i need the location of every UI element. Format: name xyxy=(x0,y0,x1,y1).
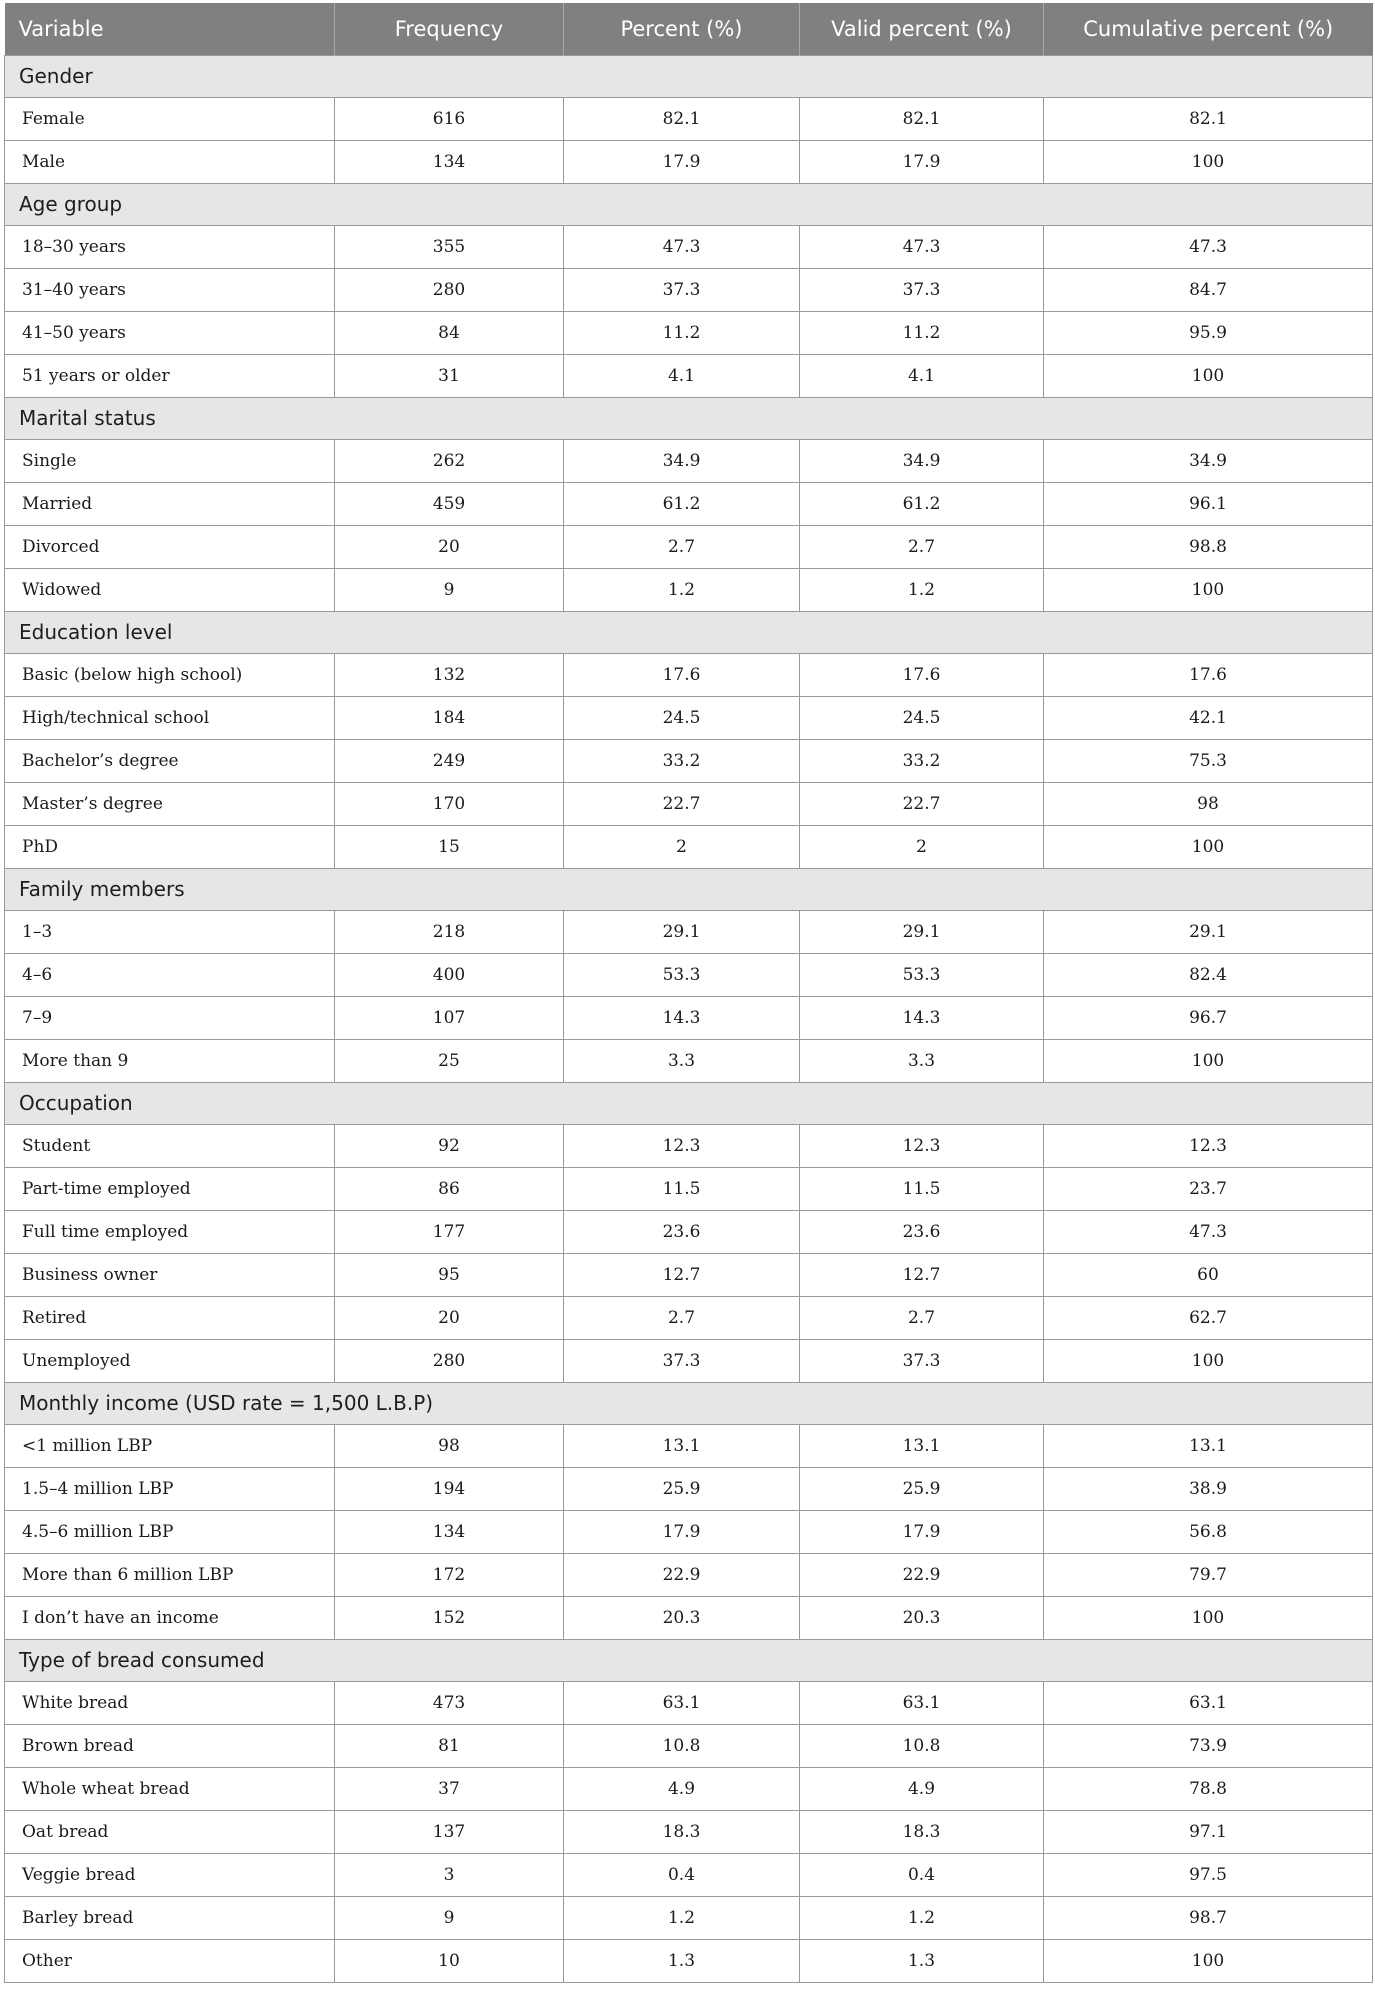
group-header-row xyxy=(5,183,1373,225)
header-percent: Percent (%) xyxy=(564,3,800,55)
table-header xyxy=(5,3,1373,55)
header-variable: Variable xyxy=(5,3,335,55)
cumulative-percent-cell: 100 xyxy=(1044,354,1373,397)
percent-cell: 14.3 xyxy=(564,996,800,1039)
percent-cell: 2 xyxy=(564,825,800,868)
valid-percent-cell: 61.2 xyxy=(800,482,1044,525)
valid-percent-cell: 17.9 xyxy=(800,140,1044,183)
frequency-cell: 218 xyxy=(335,910,564,953)
variable-cell: 1.5–4 million LBP xyxy=(5,1467,335,1510)
frequency-cell: 137 xyxy=(335,1810,564,1853)
cumulative-percent-cell: 38.9 xyxy=(1044,1467,1373,1510)
table-row xyxy=(5,1939,1373,1982)
percent-cell: 12.7 xyxy=(564,1253,800,1296)
table-row xyxy=(5,140,1373,183)
percent-cell: 22.7 xyxy=(564,782,800,825)
frequency-cell: 355 xyxy=(335,225,564,268)
frequency-cell: 172 xyxy=(335,1553,564,1596)
percent-cell: 24.5 xyxy=(564,696,800,739)
percent-cell: 4.1 xyxy=(564,354,800,397)
frequency-cell: 194 xyxy=(335,1467,564,1510)
valid-percent-cell: 12.7 xyxy=(800,1253,1044,1296)
cumulative-percent-cell: 100 xyxy=(1044,1939,1373,1982)
frequency-cell: 134 xyxy=(335,1510,564,1553)
variable-cell: 4.5–6 million LBP xyxy=(5,1510,335,1553)
variable-cell: Retired xyxy=(5,1296,335,1339)
variable-cell: Unemployed xyxy=(5,1339,335,1382)
group-header-row xyxy=(5,611,1373,653)
table-row xyxy=(5,1296,1373,1339)
table-row xyxy=(5,696,1373,739)
valid-percent-cell: 24.5 xyxy=(800,696,1044,739)
frequency-cell: 20 xyxy=(335,1296,564,1339)
percent-cell: 82.1 xyxy=(564,97,800,140)
percent-cell: 33.2 xyxy=(564,739,800,782)
demographics-table xyxy=(4,3,1373,1983)
frequency-cell: 249 xyxy=(335,739,564,782)
variable-cell: Male xyxy=(5,140,335,183)
variable-cell: Business owner xyxy=(5,1253,335,1296)
table-row xyxy=(5,739,1373,782)
percent-cell: 22.9 xyxy=(564,1553,800,1596)
demographics-table-container xyxy=(4,3,1372,1983)
percent-cell: 17.6 xyxy=(564,653,800,696)
percent-cell: 10.8 xyxy=(564,1724,800,1767)
table-row xyxy=(5,1896,1373,1939)
frequency-cell: 400 xyxy=(335,953,564,996)
variable-cell: Full time employed xyxy=(5,1210,335,1253)
frequency-cell: 31 xyxy=(335,354,564,397)
frequency-cell: 3 xyxy=(335,1853,564,1896)
valid-percent-cell: 20.3 xyxy=(800,1596,1044,1639)
frequency-cell: 134 xyxy=(335,140,564,183)
table-row xyxy=(5,439,1373,482)
percent-cell: 13.1 xyxy=(564,1424,800,1467)
cumulative-percent-cell: 100 xyxy=(1044,568,1373,611)
valid-percent-cell: 82.1 xyxy=(800,97,1044,140)
frequency-cell: 95 xyxy=(335,1253,564,1296)
valid-percent-cell: 2.7 xyxy=(800,1296,1044,1339)
variable-cell: Bachelor’s degree xyxy=(5,739,335,782)
variable-cell: 1–3 xyxy=(5,910,335,953)
frequency-cell: 86 xyxy=(335,1167,564,1210)
table-row xyxy=(5,311,1373,354)
table-row xyxy=(5,1810,1373,1853)
frequency-cell: 10 xyxy=(335,1939,564,1982)
table-row xyxy=(5,1124,1373,1167)
frequency-cell: 9 xyxy=(335,568,564,611)
frequency-cell: 15 xyxy=(335,825,564,868)
table-row xyxy=(5,1253,1373,1296)
percent-cell: 20.3 xyxy=(564,1596,800,1639)
percent-cell: 53.3 xyxy=(564,953,800,996)
percent-cell: 47.3 xyxy=(564,225,800,268)
table-row xyxy=(5,1424,1373,1467)
cumulative-percent-cell: 17.6 xyxy=(1044,653,1373,696)
group-header-row xyxy=(5,397,1373,439)
valid-percent-cell: 0.4 xyxy=(800,1853,1044,1896)
table-row xyxy=(5,1853,1373,1896)
cumulative-percent-cell: 97.1 xyxy=(1044,1810,1373,1853)
percent-cell: 11.2 xyxy=(564,311,800,354)
variable-cell: Divorced xyxy=(5,525,335,568)
percent-cell: 4.9 xyxy=(564,1767,800,1810)
frequency-cell: 9 xyxy=(335,1896,564,1939)
cumulative-percent-cell: 12.3 xyxy=(1044,1124,1373,1167)
variable-cell: White bread xyxy=(5,1681,335,1724)
table-row xyxy=(5,268,1373,311)
cumulative-percent-cell: 23.7 xyxy=(1044,1167,1373,1210)
cumulative-percent-cell: 100 xyxy=(1044,1596,1373,1639)
group-title: Family members xyxy=(5,868,1373,910)
percent-cell: 11.5 xyxy=(564,1167,800,1210)
table-row xyxy=(5,1681,1373,1724)
variable-cell: 41–50 years xyxy=(5,311,335,354)
frequency-cell: 177 xyxy=(335,1210,564,1253)
cumulative-percent-cell: 100 xyxy=(1044,825,1373,868)
valid-percent-cell: 1.2 xyxy=(800,568,1044,611)
frequency-cell: 616 xyxy=(335,97,564,140)
group-header-row xyxy=(5,868,1373,910)
percent-cell: 2.7 xyxy=(564,1296,800,1339)
valid-percent-cell: 18.3 xyxy=(800,1810,1044,1853)
frequency-cell: 473 xyxy=(335,1681,564,1724)
variable-cell: Brown bread xyxy=(5,1724,335,1767)
cumulative-percent-cell: 84.7 xyxy=(1044,268,1373,311)
valid-percent-cell: 22.7 xyxy=(800,782,1044,825)
cumulative-percent-cell: 100 xyxy=(1044,140,1373,183)
cumulative-percent-cell: 98.8 xyxy=(1044,525,1373,568)
variable-cell: Female xyxy=(5,97,335,140)
table-row xyxy=(5,910,1373,953)
percent-cell: 63.1 xyxy=(564,1681,800,1724)
variable-cell: <1 million LBP xyxy=(5,1424,335,1467)
header-frequency: Frequency xyxy=(335,3,564,55)
variable-cell: Whole wheat bread xyxy=(5,1767,335,1810)
percent-cell: 25.9 xyxy=(564,1467,800,1510)
valid-percent-cell: 23.6 xyxy=(800,1210,1044,1253)
cumulative-percent-cell: 13.1 xyxy=(1044,1424,1373,1467)
percent-cell: 37.3 xyxy=(564,268,800,311)
frequency-cell: 98 xyxy=(335,1424,564,1467)
valid-percent-cell: 17.9 xyxy=(800,1510,1044,1553)
header-cumulative-percent: Cumulative percent (%) xyxy=(1044,3,1373,55)
percent-cell: 17.9 xyxy=(564,140,800,183)
valid-percent-cell: 22.9 xyxy=(800,1553,1044,1596)
cumulative-percent-cell: 34.9 xyxy=(1044,439,1373,482)
table-row xyxy=(5,568,1373,611)
cumulative-percent-cell: 47.3 xyxy=(1044,225,1373,268)
table-row xyxy=(5,1467,1373,1510)
variable-cell: Other xyxy=(5,1939,335,1982)
variable-cell: I don’t have an income xyxy=(5,1596,335,1639)
valid-percent-cell: 29.1 xyxy=(800,910,1044,953)
cumulative-percent-cell: 78.8 xyxy=(1044,1767,1373,1810)
valid-percent-cell: 4.9 xyxy=(800,1767,1044,1810)
frequency-cell: 262 xyxy=(335,439,564,482)
table-row xyxy=(5,482,1373,525)
table-row xyxy=(5,1510,1373,1553)
valid-percent-cell: 2.7 xyxy=(800,525,1044,568)
table-row xyxy=(5,354,1373,397)
cumulative-percent-cell: 62.7 xyxy=(1044,1296,1373,1339)
group-header-row xyxy=(5,55,1373,97)
cumulative-percent-cell: 98.7 xyxy=(1044,1896,1373,1939)
frequency-cell: 25 xyxy=(335,1039,564,1082)
table-row xyxy=(5,1553,1373,1596)
cumulative-percent-cell: 97.5 xyxy=(1044,1853,1373,1896)
table-row xyxy=(5,1596,1373,1639)
variable-cell: PhD xyxy=(5,825,335,868)
cumulative-percent-cell: 47.3 xyxy=(1044,1210,1373,1253)
valid-percent-cell: 25.9 xyxy=(800,1467,1044,1510)
cumulative-percent-cell: 56.8 xyxy=(1044,1510,1373,1553)
cumulative-percent-cell: 98 xyxy=(1044,782,1373,825)
percent-cell: 18.3 xyxy=(564,1810,800,1853)
percent-cell: 1.3 xyxy=(564,1939,800,1982)
table-row xyxy=(5,953,1373,996)
valid-percent-cell: 63.1 xyxy=(800,1681,1044,1724)
percent-cell: 3.3 xyxy=(564,1039,800,1082)
percent-cell: 1.2 xyxy=(564,1896,800,1939)
table-row xyxy=(5,525,1373,568)
variable-cell: 31–40 years xyxy=(5,268,335,311)
variable-cell: More than 6 million LBP xyxy=(5,1553,335,1596)
variable-cell: Single xyxy=(5,439,335,482)
valid-percent-cell: 47.3 xyxy=(800,225,1044,268)
table-row xyxy=(5,97,1373,140)
percent-cell: 37.3 xyxy=(564,1339,800,1382)
frequency-cell: 132 xyxy=(335,653,564,696)
cumulative-percent-cell: 96.1 xyxy=(1044,482,1373,525)
group-title: Education level xyxy=(5,611,1373,653)
percent-cell: 1.2 xyxy=(564,568,800,611)
variable-cell: 7–9 xyxy=(5,996,335,1039)
frequency-cell: 459 xyxy=(335,482,564,525)
valid-percent-cell: 37.3 xyxy=(800,1339,1044,1382)
frequency-cell: 170 xyxy=(335,782,564,825)
valid-percent-cell: 33.2 xyxy=(800,739,1044,782)
frequency-cell: 37 xyxy=(335,1767,564,1810)
cumulative-percent-cell: 82.1 xyxy=(1044,97,1373,140)
variable-cell: Student xyxy=(5,1124,335,1167)
variable-cell: Basic (below high school) xyxy=(5,653,335,696)
valid-percent-cell: 53.3 xyxy=(800,953,1044,996)
cumulative-percent-cell: 95.9 xyxy=(1044,311,1373,354)
percent-cell: 34.9 xyxy=(564,439,800,482)
frequency-cell: 92 xyxy=(335,1124,564,1167)
group-header-row xyxy=(5,1082,1373,1124)
frequency-cell: 20 xyxy=(335,525,564,568)
cumulative-percent-cell: 63.1 xyxy=(1044,1681,1373,1724)
cumulative-percent-cell: 82.4 xyxy=(1044,953,1373,996)
cumulative-percent-cell: 29.1 xyxy=(1044,910,1373,953)
valid-percent-cell: 34.9 xyxy=(800,439,1044,482)
frequency-cell: 184 xyxy=(335,696,564,739)
table-row xyxy=(5,1767,1373,1810)
group-title: Gender xyxy=(5,55,1373,97)
table-row xyxy=(5,1339,1373,1382)
table-body xyxy=(5,55,1373,1982)
cumulative-percent-cell: 96.7 xyxy=(1044,996,1373,1039)
frequency-cell: 152 xyxy=(335,1596,564,1639)
valid-percent-cell: 3.3 xyxy=(800,1039,1044,1082)
variable-cell: Veggie bread xyxy=(5,1853,335,1896)
valid-percent-cell: 12.3 xyxy=(800,1124,1044,1167)
valid-percent-cell: 13.1 xyxy=(800,1424,1044,1467)
cumulative-percent-cell: 100 xyxy=(1044,1339,1373,1382)
frequency-cell: 107 xyxy=(335,996,564,1039)
percent-cell: 0.4 xyxy=(564,1853,800,1896)
variable-cell: High/technical school xyxy=(5,696,335,739)
table-row xyxy=(5,225,1373,268)
variable-cell: 4–6 xyxy=(5,953,335,996)
cumulative-percent-cell: 75.3 xyxy=(1044,739,1373,782)
group-title: Monthly income (USD rate = 1,500 L.B.P) xyxy=(5,1382,1373,1424)
frequency-cell: 81 xyxy=(335,1724,564,1767)
valid-percent-cell: 11.2 xyxy=(800,311,1044,354)
frequency-cell: 84 xyxy=(335,311,564,354)
frequency-cell: 280 xyxy=(335,268,564,311)
percent-cell: 61.2 xyxy=(564,482,800,525)
valid-percent-cell: 1.3 xyxy=(800,1939,1044,1982)
table-row xyxy=(5,1210,1373,1253)
variable-cell: Oat bread xyxy=(5,1810,335,1853)
group-title: Marital status xyxy=(5,397,1373,439)
cumulative-percent-cell: 73.9 xyxy=(1044,1724,1373,1767)
variable-cell: Widowed xyxy=(5,568,335,611)
valid-percent-cell: 17.6 xyxy=(800,653,1044,696)
valid-percent-cell: 2 xyxy=(800,825,1044,868)
frequency-cell: 280 xyxy=(335,1339,564,1382)
group-header-row xyxy=(5,1382,1373,1424)
percent-cell: 23.6 xyxy=(564,1210,800,1253)
variable-cell: 18–30 years xyxy=(5,225,335,268)
table-row xyxy=(5,1039,1373,1082)
header-valid-percent: Valid percent (%) xyxy=(800,3,1044,55)
group-title: Occupation xyxy=(5,1082,1373,1124)
variable-cell: Master’s degree xyxy=(5,782,335,825)
cumulative-percent-cell: 42.1 xyxy=(1044,696,1373,739)
table-row xyxy=(5,825,1373,868)
valid-percent-cell: 4.1 xyxy=(800,354,1044,397)
header-row xyxy=(5,3,1373,55)
valid-percent-cell: 14.3 xyxy=(800,996,1044,1039)
valid-percent-cell: 1.2 xyxy=(800,1896,1044,1939)
table-row xyxy=(5,653,1373,696)
variable-cell: 51 years or older xyxy=(5,354,335,397)
group-header-row xyxy=(5,1639,1373,1681)
variable-cell: More than 9 xyxy=(5,1039,335,1082)
group-title: Type of bread consumed xyxy=(5,1639,1373,1681)
variable-cell: Barley bread xyxy=(5,1896,335,1939)
cumulative-percent-cell: 100 xyxy=(1044,1039,1373,1082)
percent-cell: 29.1 xyxy=(564,910,800,953)
cumulative-percent-cell: 60 xyxy=(1044,1253,1373,1296)
table-row xyxy=(5,782,1373,825)
table-row xyxy=(5,1167,1373,1210)
valid-percent-cell: 37.3 xyxy=(800,268,1044,311)
valid-percent-cell: 10.8 xyxy=(800,1724,1044,1767)
valid-percent-cell: 11.5 xyxy=(800,1167,1044,1210)
table-row xyxy=(5,996,1373,1039)
percent-cell: 12.3 xyxy=(564,1124,800,1167)
table-row xyxy=(5,1724,1373,1767)
percent-cell: 2.7 xyxy=(564,525,800,568)
variable-cell: Married xyxy=(5,482,335,525)
group-title: Age group xyxy=(5,183,1373,225)
percent-cell: 17.9 xyxy=(564,1510,800,1553)
cumulative-percent-cell: 79.7 xyxy=(1044,1553,1373,1596)
variable-cell: Part-time employed xyxy=(5,1167,335,1210)
